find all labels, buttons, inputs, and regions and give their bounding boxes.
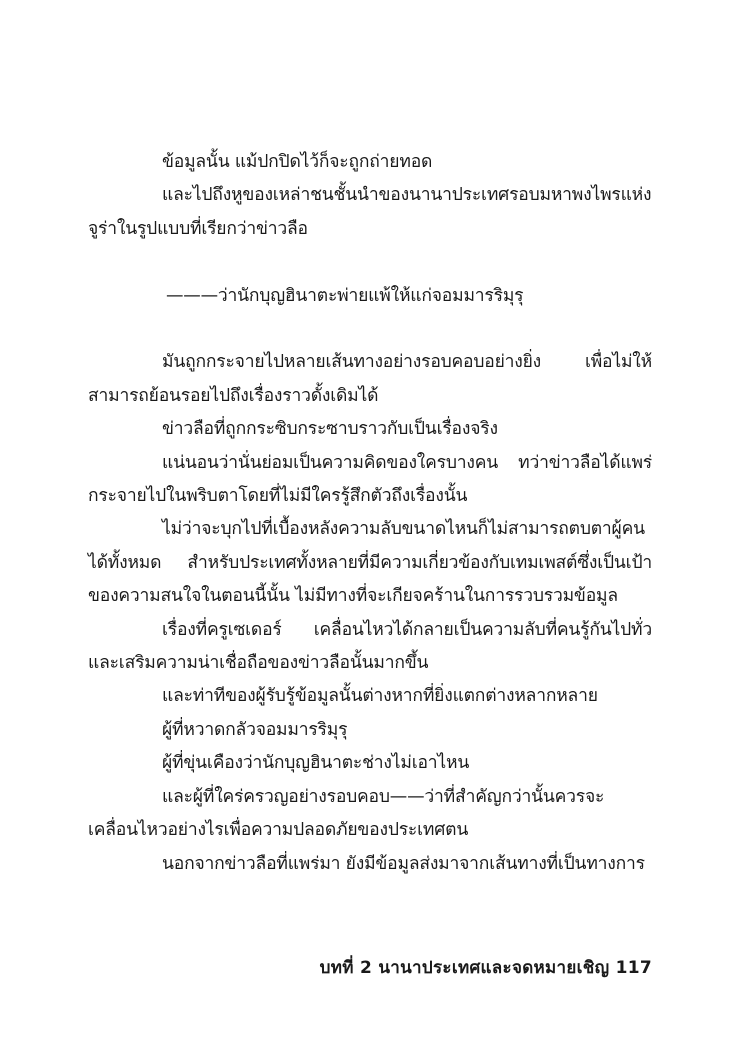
paragraph: ข้อมูลนั้น แม้ปกปิดไว้ก็จะถูกถ่ายทอด [162,152,433,172]
paragraph: ไม่ว่าจะบุกไปที่เบื้องหลังความลับขนาดไหนก็ไม่สามารถตบตาผู้คนได้ทั้งหมด สำหรับประเทศทั้งหลายที่มีความเกี่ยวข้องกับเทมเพสต์ซึ่งเป็นเป้าของความสนใจในตอนนี้นั้น ไม่มีทางที่จะเกียจคร้านในการรวบรวมข้อมูล [88,519,652,607]
body-text [88,146,652,881]
paragraph: ผู้ที่หวาดกลัวจอมมารริมุรุ [162,719,348,740]
paragraph-spacer [88,313,652,346]
paragraph: แน่นอนว่านั่นย่อมเป็นความคิดของใครบางคน ทว่าข่าวลือได้แพร่กระจายไปในพริบตาโดยที่ไม่มีใครรู้สึกตัวถึงเรื่องนั้น [88,452,652,507]
paragraph: มันถูกกระจายไปหลายเส้นทางอย่างรอบคอบอย่างยิ่ง เพื่อไม่ให้สามารถย้อนรอยไปถึงเรื่องราวดั้งเดิมได้ [88,352,652,406]
paragraph: และผู้ที่ใคร่ครวญอย่างรอบคอบ——ว่าที่สำคัญกว่านั้นควรจะเคลื่อนไหวอย่างไรเพื่อความปลอดภัยของประเทศตน [88,786,605,841]
paragraph: และไปถึงหูของเหล่าชนชั้นนำของนานาประเทศรอบมหาพงไพรแห่งจูร่าในรูปแบบที่เรียกว่าข่าวลือ [88,185,652,239]
dialogue-line: ———ว่านักบุญฮินาตะพ่ายแพ้ให้แก่จอมมารริมุรุ [166,285,524,306]
paragraph: เรื่องที่ครูเซเดอร์ เคลื่อนไหวได้กลายเป็นความลับที่คนรู้กันไปทั่วและเสริมความน่าเชื่อถือของข่าวลือนั้นมากขึ้น [88,619,652,674]
paragraph-spacer [88,246,652,279]
paragraph: นอกจากข่าวลือที่แพร่มา ยังมีข้อมูลส่งมาจากเส้นทางที่เป็นทางการ [162,853,645,874]
paragraph: ข่าวลือที่ถูกกระซิบกระซาบราวกับเป็นเรื่องจริง [162,419,498,440]
paragraph: และท่าทีของผู้รับรู้ข้อมูลนั้นต่างหากที่ยิ่งแตกต่างหลากหลาย [162,686,598,707]
running-footer: บทที่ 2 นานาประเทศและจดหมายเชิญ 117 [319,958,652,978]
paragraph: ผู้ที่ขุ่นเคืองว่านักบุญฮินาตะช่างไม่เอาไหน [162,753,470,774]
